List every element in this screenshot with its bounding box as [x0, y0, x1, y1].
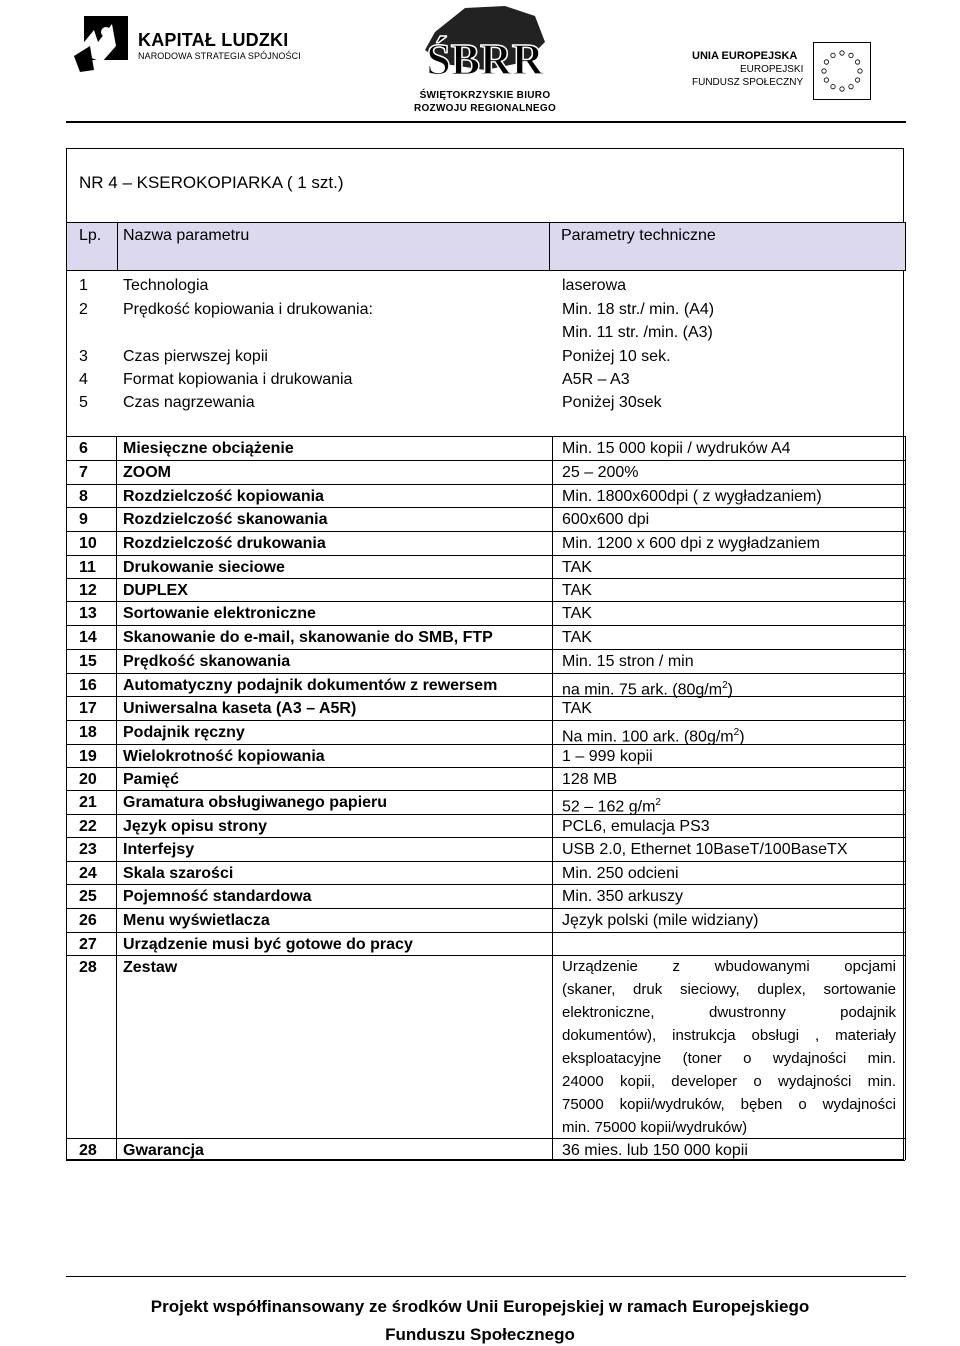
- row-lp: 25: [79, 888, 97, 905]
- row-name: Technologia: [123, 277, 209, 294]
- row-name: DUPLEX: [123, 582, 188, 599]
- row-lp: 24: [79, 865, 97, 882]
- row-value: Min. 350 arkuszy: [562, 888, 683, 905]
- row-divider: [66, 673, 905, 674]
- row-lp: 8: [79, 488, 88, 505]
- row-name: Skanowanie do e-mail, skanowanie do SMB, FTP: [123, 629, 493, 646]
- zestaw-line: Urządzenie z wbudowanymi opcjami: [562, 958, 896, 975]
- row-name: Urządzenie musi być gotowe do pracy: [123, 936, 413, 953]
- row-name: Skala szarości: [123, 865, 234, 882]
- row-value: laserowa: [562, 277, 627, 294]
- row-divider: [66, 932, 905, 933]
- row-value: 52 – 162 $g/m^2$: [562, 797, 661, 816]
- row-divider: [66, 744, 905, 745]
- row-lp: 11: [79, 559, 96, 576]
- row-value: 128 MB: [562, 771, 618, 788]
- row-name: Zestaw: [123, 959, 178, 976]
- row-lp: 6: [79, 440, 88, 457]
- row-lp: 20: [79, 771, 97, 788]
- row-divider: [66, 861, 905, 862]
- row-value-2: Min. 11 str. /min. (A3): [562, 324, 713, 341]
- row-name: Gwarancja: [123, 1142, 204, 1159]
- row-lp: 16: [79, 677, 97, 694]
- zestaw-description: [562, 955, 896, 1139]
- zestaw-line: 24000 kopii, developer o wydajności min.: [562, 1073, 896, 1090]
- row-name: ZOOM: [123, 464, 171, 481]
- row-name: Pamięć: [123, 771, 180, 788]
- row-divider: [66, 884, 905, 885]
- row-lp: 12: [79, 582, 97, 599]
- row-value: Poniżej 10 sek.: [562, 348, 671, 365]
- col-divider: [905, 436, 906, 1160]
- row-value: 36 mies. lub 150 000 kopii: [562, 1142, 748, 1159]
- row-lp: 7: [79, 464, 88, 481]
- row-divider: [66, 531, 905, 532]
- row-name: Menu wyświetlacza: [123, 912, 270, 929]
- row-value: Min. 250 odcieni: [562, 865, 679, 882]
- row-divider: [66, 460, 905, 461]
- zestaw-line: elektroniczne, dwustronny podajnik: [562, 1004, 896, 1021]
- row-value: 1 – 999 kopii: [562, 748, 653, 765]
- row-lp: 4: [79, 371, 88, 388]
- row-lp: 3: [79, 348, 88, 365]
- row-lp: 21: [79, 794, 97, 811]
- row-divider: [66, 720, 905, 721]
- row-name: Uniwersalna kaseta (A3 – A5R): [123, 700, 357, 717]
- row-value: Min. 18 str./ min. (A4): [562, 301, 715, 318]
- row-name: Prędkość kopiowania i drukowania:: [123, 301, 373, 318]
- row-lp: 28: [79, 959, 97, 976]
- row-divider: [66, 837, 905, 838]
- kapital-ludzki-title: KAPITAŁ LUDZKI: [138, 30, 289, 50]
- row-name: Czas nagrzewania: [123, 394, 255, 411]
- kapital-ludzki-logo: [72, 12, 134, 74]
- row-divider: [66, 484, 905, 485]
- row-divider: [66, 436, 905, 437]
- col-header-name: Nazwa parametru: [123, 227, 250, 244]
- row-value: 600x600 dpi: [562, 511, 650, 528]
- row-lp: 22: [79, 818, 97, 835]
- row-value: TAK: [562, 605, 592, 622]
- table-header: [66, 222, 906, 271]
- row-divider: [66, 601, 905, 602]
- row-value: A5R – A3: [562, 371, 630, 388]
- zestaw-line: (skaner, druk sieciowy, duplex, sortowanie: [562, 981, 896, 998]
- ue-title: UNIA EUROPEJSKA: [692, 50, 798, 62]
- row-name: Gramatura obsługiwanego papieru: [123, 794, 388, 811]
- row-divider: [66, 814, 905, 815]
- row-name: Interfejsy: [123, 841, 195, 858]
- sbrr-logo: [395, 2, 575, 90]
- document-title: NR 4 – KSEROKOPIARKA ( 1 szt.): [79, 173, 344, 192]
- row-name: Wielokrotność kopiowania: [123, 748, 325, 765]
- row-value: TAK: [562, 629, 592, 646]
- row-name: Rozdzielczość kopiowania: [123, 488, 324, 505]
- ue-fund: FUNDUSZ SPOŁECZNY: [692, 77, 804, 88]
- row-divider: [66, 908, 905, 909]
- row-name: Automatyczny podajnik dokumentów z rewersem: [123, 677, 498, 694]
- row-value: Min. 15 000 kopii / wydruków A4: [562, 440, 791, 457]
- col-divider: [116, 436, 117, 1160]
- row-lp: 2: [79, 301, 88, 318]
- row-value: Na min. 100 ark. $(80g/m^2)$: [562, 727, 745, 746]
- row-name: Pojemność standardowa: [123, 888, 312, 905]
- row-divider: [66, 696, 905, 697]
- footer-line2: Funduszu Społecznego: [385, 1325, 575, 1344]
- row-name: Drukowanie sieciowe: [123, 559, 285, 576]
- row-lp: 28: [79, 1142, 97, 1159]
- row-lp: 26: [79, 912, 97, 929]
- row-name: Rozdzielczość drukowania: [123, 535, 326, 552]
- row-divider: [66, 578, 905, 579]
- ue-subtitle: EUROPEJSKI: [740, 64, 804, 75]
- row-lp: 9: [79, 511, 88, 528]
- row-value: 25 – 200%: [562, 464, 639, 481]
- row-value: TAK: [562, 559, 592, 576]
- row-value: PCL6, emulacja PS3: [562, 818, 710, 835]
- col-divider: [552, 436, 553, 1160]
- zestaw-line: eksploatacyjne (toner o wydajności min.: [562, 1050, 896, 1067]
- row-lp: 18: [79, 724, 97, 741]
- row-divider: [66, 625, 905, 626]
- row-value: Min. 15 stron / min: [562, 653, 694, 670]
- col-header-lp: Lp.: [79, 227, 102, 244]
- row-value: Min. 1200 x 600 dpi z wygładzaniem: [562, 535, 820, 552]
- row-value: Min. 1800x600dpi ( z wygładzaniem): [562, 488, 822, 505]
- row-name: Miesięczne obciążenie: [123, 440, 294, 457]
- footer-rule: [66, 1276, 906, 1277]
- zestaw-line: dokumentów), instrukcja obsługi , materiały: [562, 1027, 896, 1044]
- row-lp: 13: [79, 605, 97, 622]
- row-lp: 15: [79, 653, 97, 670]
- row-name: Język opisu strony: [123, 818, 268, 835]
- row-value: TAK: [562, 582, 592, 599]
- row-lp: 14: [79, 629, 97, 646]
- row-value: Język polski (mile widziany): [562, 912, 759, 929]
- row-lp: 5: [79, 394, 88, 411]
- footer-line1: Projekt współfinansowany ze środków Unii Europejskiej w ramach Europejskiego: [150, 1297, 810, 1316]
- page-header: [0, 0, 960, 125]
- row-lp: 1: [79, 277, 88, 294]
- zestaw-line: 75000 kopii/wydruków, bęben o wydajności: [562, 1096, 896, 1113]
- kapital-ludzki-subtitle: NARODOWA STRATEGIA SPÓJNOŚCI: [138, 51, 301, 61]
- row-name: Rozdzielczość skanowania: [123, 511, 328, 528]
- row-lp: 17: [79, 700, 97, 717]
- row-lp: 27: [79, 936, 97, 953]
- col-divider: [66, 436, 67, 1160]
- row-name: Format kopiowania i drukowania: [123, 371, 353, 388]
- row-divider: [66, 507, 905, 508]
- row-divider: [66, 649, 905, 650]
- row-value: Poniżej 30sek: [562, 394, 662, 411]
- eu-flag-icon: [813, 42, 871, 100]
- row-value: TAK: [562, 700, 592, 717]
- zestaw-line: min. 75000 kopii/wydruków): [562, 1119, 748, 1136]
- row-value: na min. 75 ark. $(80g/m^2)$: [562, 680, 733, 699]
- row-name: Sortowanie elektroniczne: [123, 605, 316, 622]
- row-divider: [66, 790, 905, 791]
- row-divider: [66, 767, 905, 768]
- sbrr-logo-text: ŚBRR: [426, 35, 544, 84]
- row-value: USB 2.0, Ethernet 10BaseT/100BaseTX: [562, 841, 848, 858]
- row-lp: 23: [79, 841, 97, 858]
- col-header-params: Parametry techniczne: [561, 227, 716, 244]
- row-divider: [66, 555, 905, 556]
- row-name: Czas pierwszej kopii: [123, 348, 268, 365]
- sbrr-name-line1: ŚWIĘTOKRZYSKIE BIURO: [419, 90, 551, 101]
- sbrr-name-line2: ROZWOJU REGIONALNEGO: [413, 103, 557, 114]
- row-lp: 19: [79, 748, 97, 765]
- row-lp: 10: [79, 535, 97, 552]
- row-divider: [66, 1160, 905, 1161]
- header-rule: [66, 121, 906, 123]
- row-name: Podajnik ręczny: [123, 724, 245, 741]
- row-name: Prędkość skanowania: [123, 653, 291, 670]
